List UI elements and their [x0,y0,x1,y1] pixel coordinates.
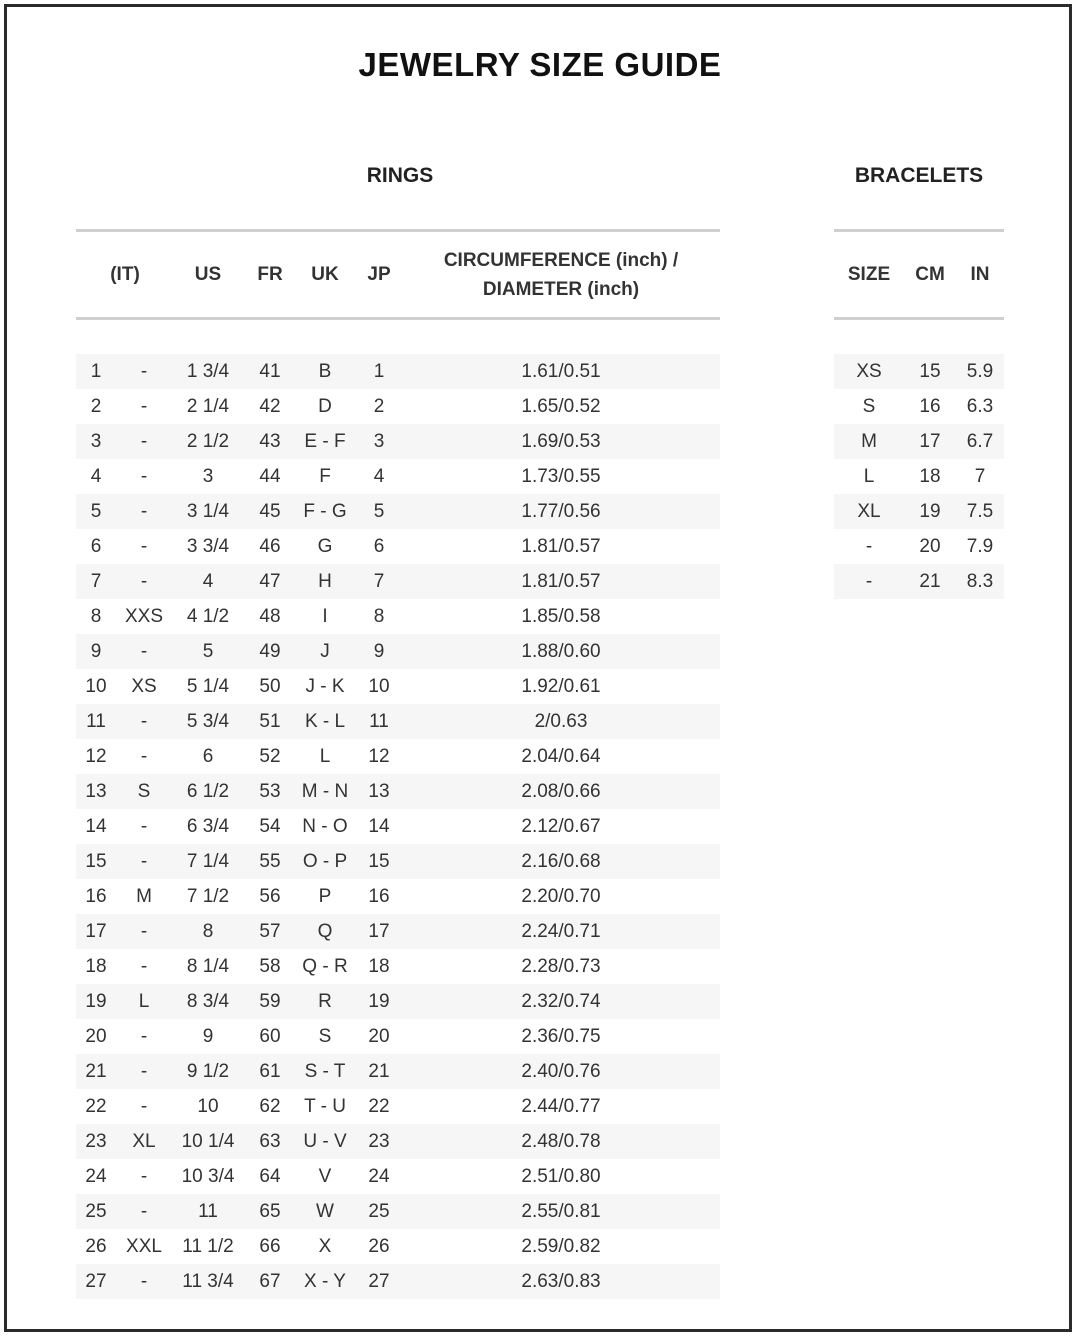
ring-cell-jp: 23 [368,1131,390,1152]
ring-cell-circumference: 1.85/0.58 [521,606,601,627]
ring-cell-fr: 54 [259,816,281,837]
ring-cell-it-number: 7 [90,571,102,592]
ring-cell-uk: F - G [303,501,347,522]
ring-cell-jp: 21 [368,1061,390,1082]
ring-cell-it-number: 6 [90,536,102,557]
ring-cell-it-letter: - [140,466,148,487]
ring-cell-us: 5 3/4 [186,711,230,732]
ring-cell-it-number: 2 [90,396,102,417]
bracelet-cell-size: XL [857,501,881,522]
ring-cell-uk: V [318,1166,332,1187]
ring-cell-jp: 19 [368,991,390,1012]
table-row [76,774,720,809]
bracelet-cell-size: - [865,571,873,592]
ring-cell-fr: 59 [259,991,281,1012]
ring-cell-jp: 24 [368,1166,390,1187]
ring-cell-fr: 43 [259,431,281,452]
ring-cell-us: 10 [197,1096,219,1117]
ring-cell-us: 4 [202,571,214,592]
ring-cell-uk: R [318,991,332,1012]
bracelet-cell-in: 7 [974,466,986,487]
table-row [76,354,720,389]
ring-cell-fr: 51 [259,711,281,732]
ring-cell-fr: 45 [259,501,281,522]
rings-header-circumference [444,246,678,304]
ring-cell-it-letter: M [136,886,152,907]
ring-cell-fr: 58 [259,956,281,977]
ring-cell-it-letter: - [140,571,148,592]
ring-cell-jp: 15 [368,851,390,872]
ring-cell-jp: 9 [373,641,385,662]
ring-cell-it-number: 9 [90,641,102,662]
ring-cell-uk: I [322,606,328,627]
table-row [76,1089,720,1124]
ring-cell-uk: Q [317,921,333,942]
ring-cell-us: 11 3/4 [182,1271,234,1292]
ring-cell-jp: 13 [368,781,390,802]
ring-cell-jp: 22 [368,1096,390,1117]
ring-cell-uk: U - V [303,1131,347,1152]
bracelet-cell-size: L [863,466,875,487]
ring-cell-us: 10 3/4 [181,1166,235,1187]
table-row [76,1124,720,1159]
ring-cell-fr: 62 [259,1096,281,1117]
rings-header-top-rule [76,229,720,232]
ring-cell-it-number: 21 [85,1061,107,1082]
ring-cell-jp: 20 [368,1026,390,1047]
table-row [834,389,1004,424]
bracelet-cell-cm: 15 [919,361,941,382]
ring-cell-us: 9 1/2 [186,1061,230,1082]
ring-cell-fr: 63 [259,1131,281,1152]
ring-cell-us: 3 1/4 [186,501,230,522]
ring-cell-it-letter: - [140,711,148,732]
ring-cell-us: 6 3/4 [186,816,230,837]
ring-cell-fr: 66 [259,1236,281,1257]
ring-cell-us: 7 1/2 [186,886,230,907]
ring-cell-uk: G [317,536,333,557]
ring-cell-us: 6 1/2 [186,781,230,802]
ring-cell-it-letter: - [140,816,148,837]
ring-cell-it-number: 22 [85,1096,107,1117]
ring-cell-it-letter: - [140,536,148,557]
table-row [834,529,1004,564]
ring-cell-circumference: 1.61/0.51 [521,361,601,382]
ring-cell-uk: F [319,466,331,487]
table-row [76,529,720,564]
bracelet-cell-size: S [862,396,876,417]
ring-cell-circumference: 1.81/0.57 [521,571,601,592]
ring-cell-jp: 8 [373,606,385,627]
ring-cell-it-letter: - [140,1271,148,1292]
ring-cell-it-number: 13 [85,781,107,802]
ring-cell-circumference: 1.92/0.61 [521,676,601,697]
ring-cell-jp: 11 [369,711,389,732]
ring-cell-it-letter: - [140,431,148,452]
bracelets-header-top-rule [834,229,1004,232]
ring-cell-us: 8 1/4 [186,956,230,977]
ring-cell-fr: 46 [259,536,281,557]
table-row [76,1194,720,1229]
rings-header-it: (IT) [110,264,140,285]
ring-cell-uk: P [318,886,332,907]
ring-cell-fr: 64 [259,1166,281,1187]
ring-cell-us: 5 [202,641,214,662]
page-title: JEWELRY SIZE GUIDE [358,46,722,83]
table-row [76,914,720,949]
ring-cell-circumference: 1.81/0.57 [521,536,601,557]
ring-cell-it-letter: - [140,641,148,662]
ring-cell-fr: 48 [259,606,281,627]
table-row [76,494,720,529]
ring-cell-circumference: 2.12/0.67 [521,816,601,837]
ring-cell-circumference: 2/0.63 [534,711,588,732]
ring-cell-us: 11 [198,1201,218,1222]
ring-cell-it-number: 1 [90,361,102,382]
ring-cell-it-letter: S [137,781,151,802]
ring-cell-it-number: 4 [90,466,102,487]
ring-cell-it-letter: XXS [124,606,164,627]
table-row [834,564,1004,599]
ring-cell-fr: 65 [259,1201,281,1222]
ring-cell-it-number: 10 [85,676,107,697]
ring-cell-fr: 47 [259,571,281,592]
ring-cell-circumference: 1.88/0.60 [521,641,601,662]
table-row [76,1159,720,1194]
rings-heading: RINGS [366,164,434,187]
table-row [76,949,720,984]
ring-cell-fr: 44 [259,466,281,487]
ring-cell-uk: J [320,641,330,662]
table-row [76,879,720,914]
ring-cell-uk: X [318,1236,332,1257]
table-row [834,354,1004,389]
table-row [76,739,720,774]
ring-cell-uk: N - O [302,816,348,837]
ring-cell-uk: K - L [304,711,346,732]
ring-cell-it-number: 16 [85,886,107,907]
table-row [834,459,1004,494]
ring-cell-us: 4 1/2 [186,606,230,627]
table-row [76,389,720,424]
rings-header-circumference-line2: DIAMETER (inch) [482,279,640,300]
ring-cell-circumference: 2.40/0.76 [521,1061,601,1082]
ring-cell-jp: 17 [368,921,390,942]
bracelet-cell-size: M [861,431,877,452]
rings-header-uk: UK [311,264,339,285]
ring-cell-it-letter: - [140,956,148,977]
bracelet-cell-in: 5.9 [966,361,994,382]
ring-cell-jp: 5 [373,501,385,522]
ring-cell-us: 9 [202,1026,214,1047]
bracelet-cell-in: 6.3 [966,396,994,417]
ring-cell-it-letter: - [140,851,148,872]
table-row [76,634,720,669]
ring-cell-fr: 49 [259,641,281,662]
ring-cell-it-letter: - [140,746,148,767]
bracelets-header-cm: CM [915,264,945,285]
ring-cell-circumference: 1.77/0.56 [521,501,601,522]
ring-cell-it-letter: - [140,361,148,382]
rings-header-jp: JP [367,264,391,285]
ring-cell-us: 3 [202,466,214,487]
ring-cell-us: 7 1/4 [186,851,230,872]
ring-cell-us: 3 3/4 [186,536,230,557]
ring-cell-fr: 52 [259,746,281,767]
ring-cell-fr: 61 [259,1061,281,1082]
ring-cell-fr: 50 [259,676,281,697]
bracelet-cell-cm: 17 [919,431,941,452]
bracelet-cell-in: 6.7 [966,431,994,452]
bracelet-cell-in: 8.3 [966,571,994,592]
ring-cell-us: 8 [202,921,214,942]
ring-cell-it-letter: XL [132,1131,156,1152]
ring-cell-uk: H [318,571,332,592]
ring-cell-uk: E - F [304,431,346,452]
ring-cell-circumference: 2.04/0.64 [521,746,601,767]
rings-header-bottom-rule [76,317,720,320]
table-row [76,1229,720,1264]
bracelet-cell-cm: 18 [919,466,941,487]
ring-cell-circumference: 2.59/0.82 [521,1236,601,1257]
table-row [76,809,720,844]
ring-cell-fr: 60 [259,1026,281,1047]
ring-cell-uk: X - Y [304,1271,346,1292]
rings-header-us: US [194,264,222,285]
ring-cell-jp: 4 [373,466,385,487]
bracelet-cell-cm: 16 [919,396,941,417]
ring-cell-it-number: 27 [85,1271,107,1292]
ring-cell-it-letter: - [140,1026,148,1047]
ring-cell-it-number: 5 [90,501,102,522]
table-row [76,459,720,494]
ring-cell-circumference: 2.08/0.66 [521,781,601,802]
ring-cell-circumference: 2.28/0.73 [521,956,601,977]
ring-cell-jp: 6 [373,536,385,557]
ring-cell-us: 2 1/4 [186,396,230,417]
bracelet-cell-in: 7.5 [966,501,994,522]
ring-cell-it-letter: - [140,1096,148,1117]
ring-cell-us: 11 1/2 [182,1236,234,1257]
ring-cell-jp: 27 [368,1271,390,1292]
ring-cell-it-number: 18 [85,956,107,977]
ring-cell-circumference: 1.69/0.53 [521,431,601,452]
table-row [76,1264,720,1299]
ring-cell-it-letter: - [140,1166,148,1187]
ring-cell-us: 5 1/4 [186,676,230,697]
ring-cell-us: 10 1/4 [181,1131,235,1152]
ring-cell-circumference: 2.36/0.75 [521,1026,601,1047]
ring-cell-circumference: 2.44/0.77 [521,1096,601,1117]
bracelets-heading: BRACELETS [854,164,984,187]
bracelet-cell-in: 7.9 [966,536,994,557]
ring-cell-it-number: 12 [85,746,107,767]
table-row [834,424,1004,459]
ring-cell-jp: 10 [368,676,390,697]
table-row [76,704,720,739]
ring-cell-jp: 26 [368,1236,390,1257]
ring-cell-it-number: 15 [85,851,107,872]
ring-cell-fr: 67 [259,1271,281,1292]
ring-cell-it-number: 11 [86,711,106,732]
ring-cell-jp: 18 [368,956,390,977]
ring-cell-circumference: 1.73/0.55 [521,466,601,487]
table-row [76,984,720,1019]
ring-cell-fr: 42 [259,396,281,417]
ring-cell-us: 1 3/4 [186,361,230,382]
ring-cell-it-letter: XXL [126,1236,162,1257]
ring-cell-circumference: 1.65/0.52 [521,396,601,417]
table-row [76,1054,720,1089]
ring-cell-us: 8 3/4 [186,991,230,1012]
ring-cell-circumference: 2.51/0.80 [521,1166,601,1187]
ring-cell-it-number: 24 [85,1166,107,1187]
ring-cell-fr: 53 [259,781,281,802]
ring-cell-it-number: 19 [85,991,107,1012]
ring-cell-it-number: 17 [85,921,107,942]
ring-cell-jp: 1 [373,361,385,382]
ring-cell-fr: 57 [259,921,281,942]
rings-header-fr: FR [257,264,283,285]
ring-cell-fr: 55 [259,851,281,872]
ring-cell-it-letter: XS [131,676,157,697]
ring-cell-it-letter: - [140,501,148,522]
ring-cell-jp: 14 [368,816,390,837]
bracelet-cell-cm: 20 [919,536,941,557]
ring-cell-jp: 2 [373,396,385,417]
ring-cell-jp: 3 [373,431,385,452]
ring-cell-circumference: 2.24/0.71 [521,921,601,942]
ring-cell-circumference: 2.16/0.68 [521,851,601,872]
ring-cell-us: 6 [202,746,214,767]
ring-cell-it-number: 23 [85,1131,107,1152]
ring-cell-it-number: 3 [90,431,102,452]
rings-header-circumference-line1: CIRCUMFERENCE (inch) / [443,250,679,271]
ring-cell-jp: 12 [368,746,390,767]
ring-cell-jp: 16 [368,886,390,907]
ring-cell-fr: 41 [259,361,281,382]
bracelet-cell-size: - [865,536,873,557]
ring-cell-uk: Q - R [302,956,348,977]
ring-cell-it-number: 14 [85,816,107,837]
ring-cell-it-letter: L [138,991,150,1012]
ring-cell-fr: 56 [259,886,281,907]
table-row [76,599,720,634]
bracelets-header-bottom-rule [834,317,1004,320]
ring-cell-uk: M - N [301,781,349,802]
ring-cell-it-letter: - [140,1201,148,1222]
ring-cell-circumference: 2.20/0.70 [521,886,601,907]
bracelets-header-in: IN [970,264,990,285]
table-row [76,1019,720,1054]
ring-cell-uk: O - P [302,851,348,872]
ring-cell-circumference: 2.55/0.81 [521,1201,601,1222]
table-row [834,494,1004,529]
ring-cell-it-number: 26 [85,1236,107,1257]
ring-cell-uk: B [318,361,332,382]
ring-cell-circumference: 2.48/0.78 [521,1131,601,1152]
ring-cell-jp: 7 [373,571,385,592]
bracelet-cell-cm: 21 [919,571,941,592]
ring-cell-jp: 25 [368,1201,390,1222]
ring-cell-uk: T - U [304,1096,346,1117]
table-row [76,669,720,704]
ring-cell-circumference: 2.63/0.83 [521,1271,601,1292]
table-row [76,844,720,879]
ring-cell-uk: J - K [305,676,345,697]
ring-cell-it-letter: - [140,396,148,417]
ring-cell-uk: S [318,1026,332,1047]
ring-cell-us: 2 1/2 [186,431,230,452]
ring-cell-it-number: 20 [85,1026,107,1047]
table-row [76,564,720,599]
ring-cell-it-letter: - [140,1061,148,1082]
ring-cell-it-number: 8 [90,606,102,627]
ring-cell-circumference: 2.32/0.74 [521,991,601,1012]
ring-cell-uk: S - T [304,1061,346,1082]
ring-cell-it-letter: - [140,921,148,942]
ring-cell-uk: D [318,396,332,417]
ring-cell-uk: L [319,746,331,767]
bracelet-cell-cm: 19 [919,501,941,522]
bracelet-cell-size: XS [856,361,882,382]
bracelets-header-size: SIZE [847,264,891,285]
ring-cell-it-number: 25 [85,1201,107,1222]
table-row [76,424,720,459]
ring-cell-uk: W [316,1201,334,1222]
